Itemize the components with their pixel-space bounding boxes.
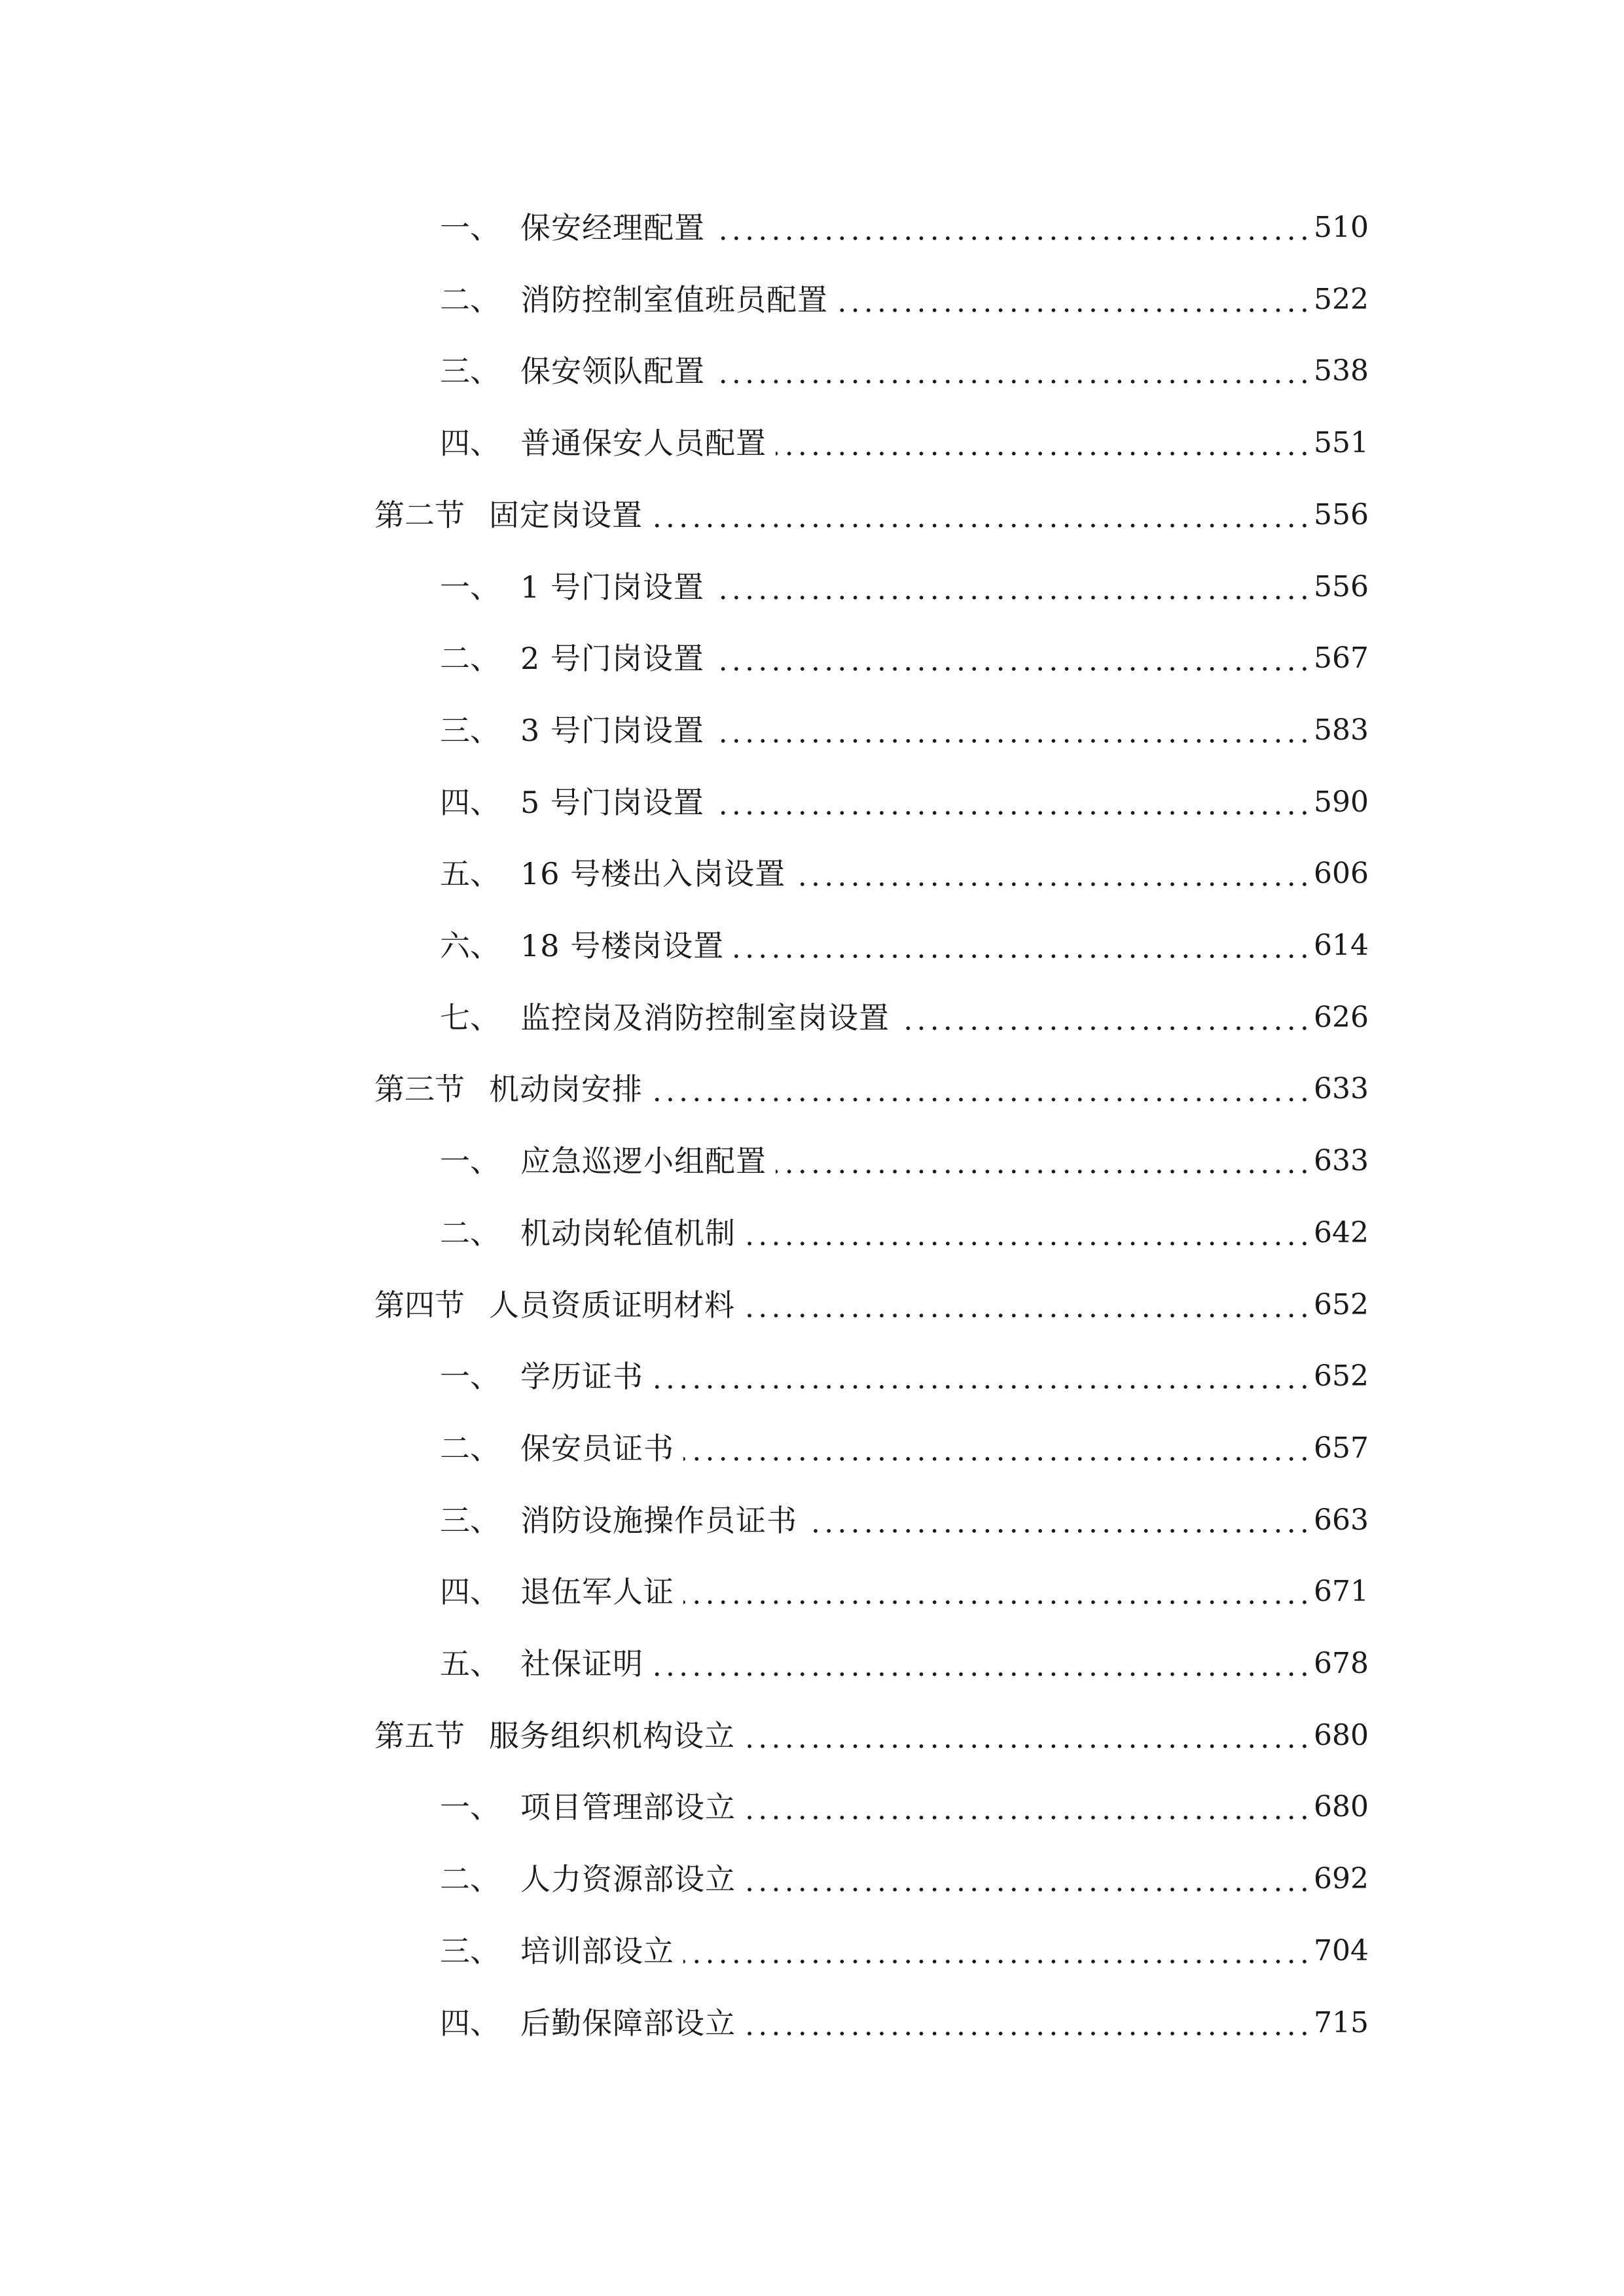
toc-entry-title: 2 号门岗设置 bbox=[520, 641, 704, 677]
toc-entry-title: 保安领队配置 bbox=[520, 353, 705, 389]
toc-entry-number: 三、 bbox=[440, 1933, 500, 1969]
dot-leader bbox=[745, 1242, 1311, 1246]
toc-entry-page: 657 bbox=[1314, 1431, 1369, 1465]
dot-leader bbox=[776, 1170, 1311, 1174]
toc-entry-page: 556 bbox=[1314, 497, 1369, 531]
dot-leader bbox=[795, 882, 1311, 886]
toc-section-entry[interactable] bbox=[0, 1276, 1624, 1335]
toc-entry-page: 671 bbox=[1314, 1575, 1369, 1609]
dot-leader bbox=[713, 667, 1311, 671]
toc-entry-title: 后勤保障部设立 bbox=[520, 2005, 736, 2041]
toc-entry-title: 16 号楼出入岗设置 bbox=[520, 856, 786, 892]
toc-entry-page: 556 bbox=[1314, 569, 1369, 603]
toc-entry[interactable] bbox=[0, 773, 1624, 832]
toc-entry[interactable] bbox=[0, 1634, 1624, 1693]
toc-entry-title: 退伍军人证 bbox=[520, 1574, 674, 1610]
toc-entry[interactable] bbox=[0, 1922, 1624, 1981]
dot-leader bbox=[714, 236, 1311, 240]
dot-leader bbox=[744, 1744, 1311, 1748]
toc-entry-page: 704 bbox=[1314, 1933, 1369, 1967]
dot-leader bbox=[652, 1098, 1311, 1102]
toc-entry-page: 614 bbox=[1314, 929, 1369, 962]
dot-leader bbox=[653, 1672, 1311, 1676]
toc-entry[interactable] bbox=[0, 414, 1624, 473]
toc-entry-number: 一、 bbox=[440, 1359, 500, 1395]
toc-entry-page: 692 bbox=[1314, 1862, 1369, 1896]
dot-leader bbox=[713, 596, 1311, 600]
toc-entry-page: 626 bbox=[1314, 1000, 1369, 1034]
dot-leader bbox=[713, 811, 1311, 815]
toc-entry-number: 三、 bbox=[440, 353, 500, 389]
toc-entry-number: 三、 bbox=[440, 1502, 500, 1538]
toc-entry-title: 5 号门岗设置 bbox=[520, 784, 704, 820]
toc-entry-title: 普通保安人员配置 bbox=[520, 425, 767, 461]
toc-entry-page: 522 bbox=[1314, 282, 1369, 316]
toc-entry-title: 消防控制室值班员配置 bbox=[520, 281, 828, 317]
toc-entry[interactable] bbox=[0, 1562, 1624, 1621]
dot-leader bbox=[652, 524, 1311, 528]
toc-entry[interactable] bbox=[0, 916, 1624, 975]
dot-leader bbox=[683, 1600, 1311, 1604]
toc-entry[interactable] bbox=[0, 1132, 1624, 1191]
toc-entry-title: 机动岗轮值机制 bbox=[520, 1215, 736, 1251]
toc-entry-title: 保安员证书 bbox=[520, 1430, 674, 1466]
toc-entry-title: 消防设施操作员证书 bbox=[520, 1502, 797, 1538]
toc-entry[interactable] bbox=[0, 1778, 1624, 1837]
dot-leader bbox=[733, 954, 1311, 958]
toc-entry-number: 二、 bbox=[440, 641, 500, 677]
toc-entry[interactable] bbox=[0, 1491, 1624, 1550]
toc-entry-page: 680 bbox=[1314, 1790, 1369, 1824]
toc-entry-number: 四、 bbox=[440, 1574, 500, 1610]
toc-entry-number: 三、 bbox=[440, 712, 500, 748]
dot-leader bbox=[806, 1529, 1311, 1533]
toc-entry-title: 18 号楼岗设置 bbox=[520, 928, 725, 963]
toc-entry[interactable] bbox=[0, 1419, 1624, 1478]
toc-entry-page: 663 bbox=[1314, 1503, 1369, 1537]
toc-entry-page: 633 bbox=[1314, 1072, 1369, 1106]
toc-section-number: 第四节 bbox=[374, 1287, 465, 1323]
toc-entry-page: 652 bbox=[1314, 1359, 1369, 1393]
toc-section-number: 第二节 bbox=[374, 497, 465, 533]
dot-leader bbox=[899, 1026, 1311, 1030]
toc-entry-number: 一、 bbox=[440, 210, 500, 245]
dot-leader bbox=[653, 1385, 1311, 1389]
toc-section-number: 第五节 bbox=[374, 1717, 465, 1753]
toc-section-title: 服务组织机构设立 bbox=[489, 1717, 735, 1753]
dot-leader bbox=[713, 739, 1311, 743]
toc-entry-page: 590 bbox=[1314, 785, 1369, 819]
toc-entry-title: 应急巡逻小组配置 bbox=[520, 1143, 767, 1179]
toc-entry-number: 五、 bbox=[440, 856, 500, 892]
toc-entry-title: 监控岗及消防控制室岗设置 bbox=[520, 999, 890, 1035]
toc-entry-page: 642 bbox=[1314, 1215, 1369, 1249]
dot-leader bbox=[745, 1888, 1311, 1892]
toc-entry-number: 一、 bbox=[440, 1789, 500, 1825]
toc-entry[interactable] bbox=[0, 1994, 1624, 2053]
toc-entry-number: 二、 bbox=[440, 1215, 500, 1251]
toc-entry-number: 四、 bbox=[440, 425, 500, 461]
toc-entry-title: 保安经理配置 bbox=[520, 210, 705, 245]
dot-leader bbox=[683, 1457, 1311, 1461]
toc-entry-title: 1 号门岗设置 bbox=[520, 569, 704, 605]
dot-leader bbox=[714, 380, 1311, 384]
toc-section-entry[interactable] bbox=[0, 1706, 1624, 1765]
toc-section-title: 固定岗设置 bbox=[489, 497, 643, 533]
toc-entry[interactable] bbox=[0, 629, 1624, 688]
toc-entry-number: 六、 bbox=[440, 928, 500, 963]
toc-entry-title: 培训部设立 bbox=[520, 1933, 674, 1969]
toc-entry-number: 四、 bbox=[440, 784, 500, 820]
toc-entry-page: 680 bbox=[1314, 1718, 1369, 1752]
toc-entry[interactable] bbox=[0, 558, 1624, 617]
toc-section-title: 人员资质证明材料 bbox=[489, 1287, 735, 1323]
toc-entry-page: 715 bbox=[1314, 2005, 1369, 2039]
toc-entry[interactable] bbox=[0, 342, 1624, 401]
toc-entry-title: 社保证明 bbox=[520, 1646, 643, 1681]
toc-entry-number: 二、 bbox=[440, 1861, 500, 1897]
toc-entry-page: 551 bbox=[1314, 426, 1369, 460]
toc-entry[interactable] bbox=[0, 1204, 1624, 1263]
dot-leader bbox=[745, 2032, 1311, 2036]
toc-entry[interactable] bbox=[0, 988, 1624, 1047]
toc-entry-page: 606 bbox=[1314, 857, 1369, 891]
toc-entry-number: 一、 bbox=[440, 569, 500, 605]
toc-entry-number: 七、 bbox=[440, 999, 500, 1035]
toc-entry-number: 二、 bbox=[440, 281, 500, 317]
toc-entry-page: 633 bbox=[1314, 1144, 1369, 1178]
toc-entry-number: 四、 bbox=[440, 2005, 500, 2041]
toc-entry-title: 3 号门岗设置 bbox=[520, 712, 704, 748]
toc-entry-page: 678 bbox=[1314, 1647, 1369, 1680]
toc-section-number: 第三节 bbox=[374, 1071, 465, 1107]
toc-entry[interactable] bbox=[0, 844, 1624, 903]
toc-entry-title: 项目管理部设立 bbox=[520, 1789, 736, 1825]
toc-entry[interactable] bbox=[0, 198, 1624, 257]
toc-section-title: 机动岗安排 bbox=[489, 1071, 643, 1107]
toc-entry-page: 583 bbox=[1314, 713, 1369, 747]
toc-entry-page: 510 bbox=[1314, 211, 1369, 244]
dot-leader bbox=[744, 1314, 1311, 1318]
toc-section-entry[interactable] bbox=[0, 486, 1624, 545]
toc-entry-page: 567 bbox=[1314, 641, 1369, 675]
toc-entry-title: 人力资源部设立 bbox=[520, 1861, 736, 1897]
toc-entry-number: 一、 bbox=[440, 1143, 500, 1179]
toc-entry-number: 五、 bbox=[440, 1646, 500, 1681]
toc-entry[interactable] bbox=[0, 270, 1624, 329]
dot-leader bbox=[745, 1816, 1311, 1820]
dot-leader bbox=[837, 308, 1311, 312]
toc-entry[interactable] bbox=[0, 1850, 1624, 1909]
toc-entry-page: 538 bbox=[1314, 354, 1369, 388]
toc-entry[interactable] bbox=[0, 1347, 1624, 1406]
toc-section-entry[interactable] bbox=[0, 1060, 1624, 1119]
dot-leader bbox=[776, 452, 1311, 456]
dot-leader bbox=[683, 1960, 1311, 1964]
toc-entry-page: 652 bbox=[1314, 1287, 1369, 1321]
toc-entry-title: 学历证书 bbox=[520, 1359, 643, 1395]
toc-entry-number: 二、 bbox=[440, 1430, 500, 1466]
toc-entry[interactable] bbox=[0, 701, 1624, 760]
